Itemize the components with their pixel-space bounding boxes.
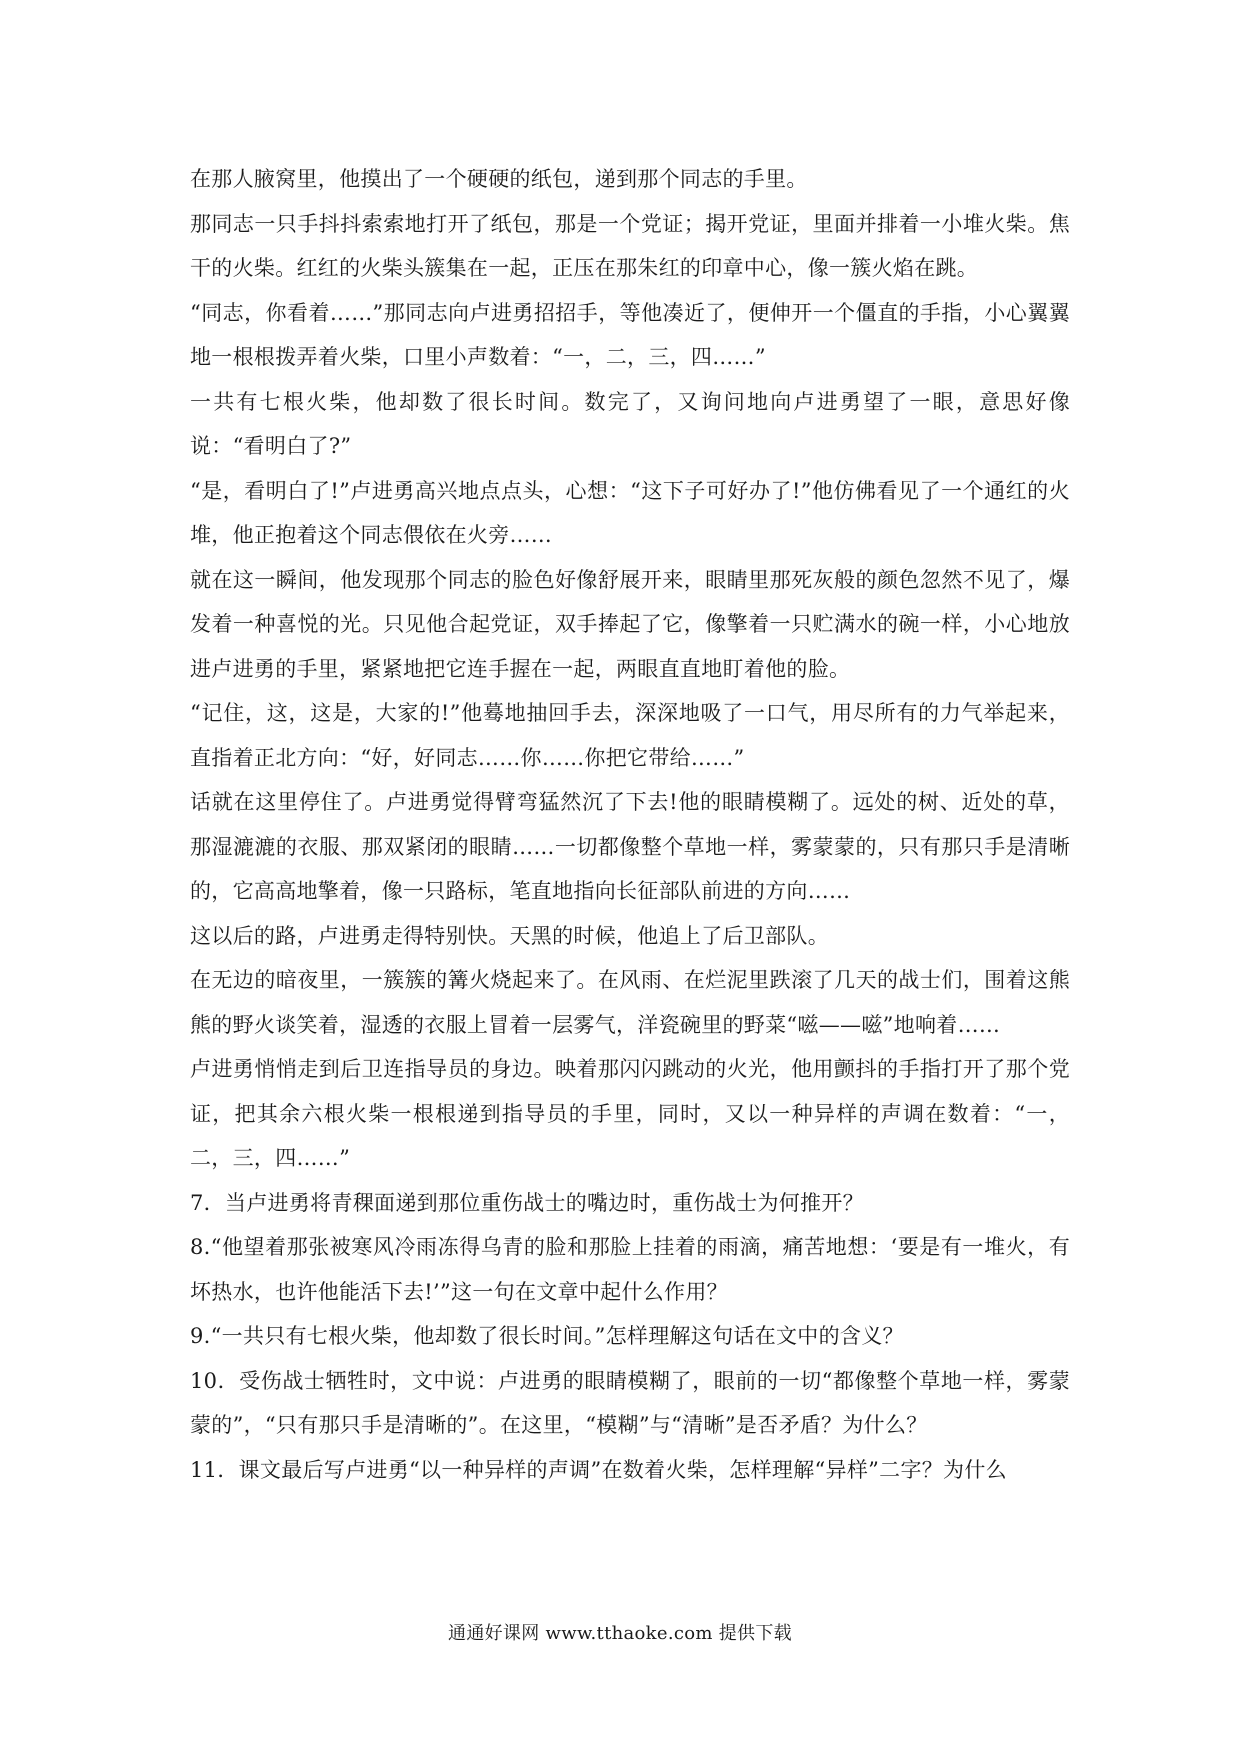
- body-text: [190, 157, 1070, 1492]
- question-10: 10．受伤战士牺牲时，文中说：卢进勇的眼睛模糊了，眼前的一切“都像整个草地一样，雾蒙蒙的”，“只有那只手是清晰的”。在这里，“模糊”与“清晰”是否矛盾？为什么？: [190, 1368, 1070, 1437]
- paragraph: “是，看明白了!”卢进勇高兴地点点头，心想：“这下子可好办了!”他仿佛看见了一个通红的火堆，他正抱着这个同志偎依在火旁……: [190, 478, 1070, 547]
- question-9: 9.“一共只有七根火柴，他却数了很长时间。”怎样理解这句话在文中的含义？: [190, 1324, 904, 1348]
- paragraph: 在无边的暗夜里，一簇簇的篝火烧起来了。在风雨、在烂泥里跌滚了几天的战士们，围着这熊熊的野火谈笑着，湿透的衣服上冒着一层雾气，洋瓷碗里的野菜“嗞——嗞”地响着……: [190, 968, 1070, 1037]
- paragraph: “记住，这，这是，大家的!”他蓦地抽回手去，深深地吸了一口气，用尽所有的力气举起来，直指着正北方向：“好，好同志……你……你把它带给……”: [190, 701, 1070, 770]
- question-11: 11．课文最后写卢进勇“以一种异样的声调”在数着火柴，怎样理解“异样”二字？为什么: [190, 1457, 1007, 1482]
- paragraph: 在那人腋窝里，他摸出了一个硬硬的纸包，递到那个同志的手里。: [190, 167, 808, 191]
- question-7: 7．当卢进勇将青稞面递到那位重伤战士的嘴边时，重伤战士为何推开？: [190, 1190, 864, 1215]
- page-footer: 通通好课网 www.tthaoke.com 提供下载: [448, 1623, 792, 1644]
- paragraph: 卢进勇悄悄走到后卫连指导员的身边。映着那闪闪跳动的火光，他用颤抖的手指打开了那个党证，把其余六根火柴一根根递到指导员的手里，同时，又以一种异样的声调在数着：“一，二，三，四……”: [190, 1057, 1070, 1170]
- question-8: 8.“他望着那张被寒风冷雨冻得乌青的脸和那脸上挂着的雨滴，痛苦地想：‘要是有一堆火，有坏热水，也许他能活下去!’”这一句在文章中起什么作用？: [190, 1235, 1070, 1304]
- paragraph: 这以后的路，卢进勇走得特别快。天黑的时候，他追上了后卫部队。: [190, 923, 829, 948]
- paragraph: 那同志一只手抖抖索索地打开了纸包，那是一个党证；揭开党证，里面并排着一小堆火柴。焦干的火柴。红红的火柴头簇集在一起，正压在那朱红的印章中心，像一簇火焰在跳。: [190, 211, 1070, 280]
- paragraph: 就在这一瞬间，他发现那个同志的脸色好像舒展开来，眼睛里那死灰般的颜色忽然不见了，爆发着一种喜悦的光。只见他合起党证，双手捧起了它，像擎着一只贮满水的碗一样，小心地放进卢进勇的手里，紧紧地把它连手握在一起，两眼直直地盯着他的脸。: [190, 567, 1070, 681]
- paragraph: 话就在这里停住了。卢进勇觉得臂弯猛然沉了下去!他的眼睛模糊了。远处的树、近处的草，那湿漉漉的衣服、那双紧闭的眼睛……一切都像整个草地一样，雾蒙蒙的，只有那只手是清晰的，它高高地擎着，像一只路标，笔直地指向长征部队前进的方向……: [190, 790, 1070, 903]
- paragraph: 一共有七根火柴，他却数了很长时间。数完了，又询问地向卢进勇望了一眼，意思好像说：“看明白了?”: [190, 389, 1070, 458]
- paragraph: “同志，你看着……”那同志向卢进勇招招手，等他凑近了，便伸开一个僵直的手指，小心翼翼地一根根拨弄着火柴，口里小声数着：“一，二，三，四……”: [190, 300, 1070, 369]
